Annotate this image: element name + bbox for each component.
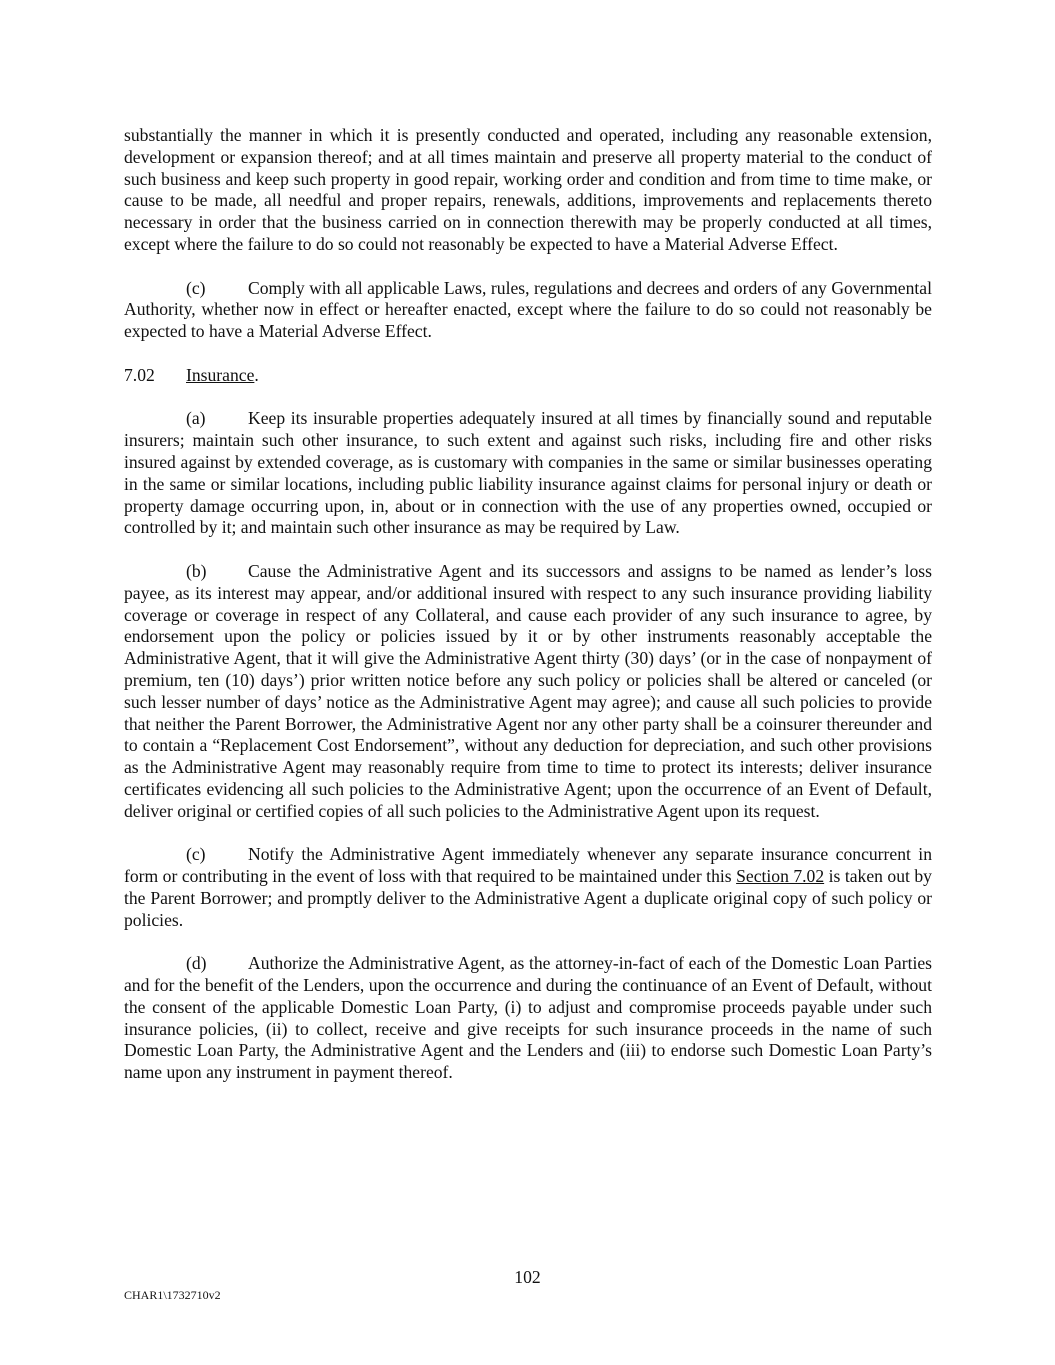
section-title-punct: . [254,364,259,385]
page-number: 102 [514,1267,541,1287]
clause-text: Authorize the Administrative Agent, as the attorney-in-fact of each of the Domestic Loan Parties and for the benefit of the Lenders, upon the occurrence and during the continuance of an Event of Default, without the consent of the applicable Domestic Loan Party, (i) to adjust and compromise proceeds payable under such insurance policies, (ii) to collect, receive and give receipts for such insurance proceeds in the name of such Domestic Loan Party, the Administrative Agent and the Lenders and (iii) to endorse such Domestic Loan Party’s name upon any instrument in payment thereof. [124,953,932,1083]
section-number: 7.02 [124,364,155,385]
paragraph-a-keep-insured [124,408,932,539]
clause-text: Comply with all applicable Laws, rules, regulations and decrees and orders of any Governmental Authority, whether now in effect or hereafter enacted, except where the failure to do so could not reasonably be expected to have a Material Adverse Effect. [124,277,932,342]
section-heading-7-02 [124,365,932,387]
paragraph-d-authorize [124,953,932,1084]
clause-label: (a) [186,408,206,429]
section-title: Insurance [186,364,255,385]
clause-text: Cause the Administrative Agent and its successors and assigns to be named as lender’s loss payee, as its interest may appear, and/or additional insured with respect to any such insurance providing liability coverage or coverage in respect of any Collateral, and cause each provider of any such insurance to agree, by endorsement upon the policy or policies issued by it or by other instruments reasonably acceptable the Administrative Agent, that it will give the Administrative Agent thirty (30) days’ (or in the case of nonpayment of premium, ten (10) days’) prior written notice before any such policy or policies shall be altered or canceled (or such lesser number of days’ notice as the Administrative Agent may agree); and cause all such policies to provide that neither the Parent Borrower, the Administrative Agent nor any other party shall be a coinsurer thereunder and to contain a “Replacement Cost Endorsement”, without any deduction for depreciation, and such other provisions as the Administrative Agent may reasonably require from time to time to protect its interests; deliver insurance certificates evidencing all such policies to the Administrative Agent; upon the occurrence of an Event of Default, deliver original or certified copies of all such policies to the Administrative Agent upon its request. [124,560,932,821]
paragraph-continuation: substantially the manner in which it is presently conducted and operated, including any reasonable extension, development or expansion thereof; and at all times maintain and preserve all property material to the conduct of such business and keep such property in good repair, working order and condition and from time to time make, or cause to be made, all needful and proper repairs, renewals, additions, improvements and replacements thereto necessary in order that the business carried on in connection therewith may be properly conducted at all times, except where the failure to do so could not reasonably be expected to have a Material Adverse Effect. [124,125,932,254]
paragraph-c-notify [124,844,932,931]
document-page [124,125,932,1106]
clause-label: (b) [186,560,207,581]
clause-label: (c) [186,844,206,865]
clause-label: (c) [186,277,206,298]
section-reference-link: Section 7.02 [736,866,825,887]
clause-text-after: is taken out by the Parent Borrower; and promptly deliver to the Administrative Agent a duplicate original copy of such policy or policies. [124,866,932,930]
paragraph-b-loss-payee [124,561,932,823]
clause-text-before: Notify the Administrative Agent immediately whenever any separate insurance concurrent in form or contributing in the event of loss with that required to be maintained under this [124,844,932,887]
clause-label: (d) [186,953,207,974]
document-id: CHAR1\1732710v2 [124,1288,221,1302]
paragraph-c-comply [124,278,932,343]
clause-text: Keep its insurable properties adequately insured at all times by financially sound and reputable insurers; maintain such other insurance, to such extent and against such risks, including fire and other risks insured against by extended coverage, as is customary with companies in the same or similar businesses operating in the same or similar locations, including public liability insurance against claims for personal injury or death or property damage occurring upon, in, about or in connection with the use of any properties owned, occupied or controlled by it; and maintain such other insurance as may be required by Law. [124,408,932,538]
